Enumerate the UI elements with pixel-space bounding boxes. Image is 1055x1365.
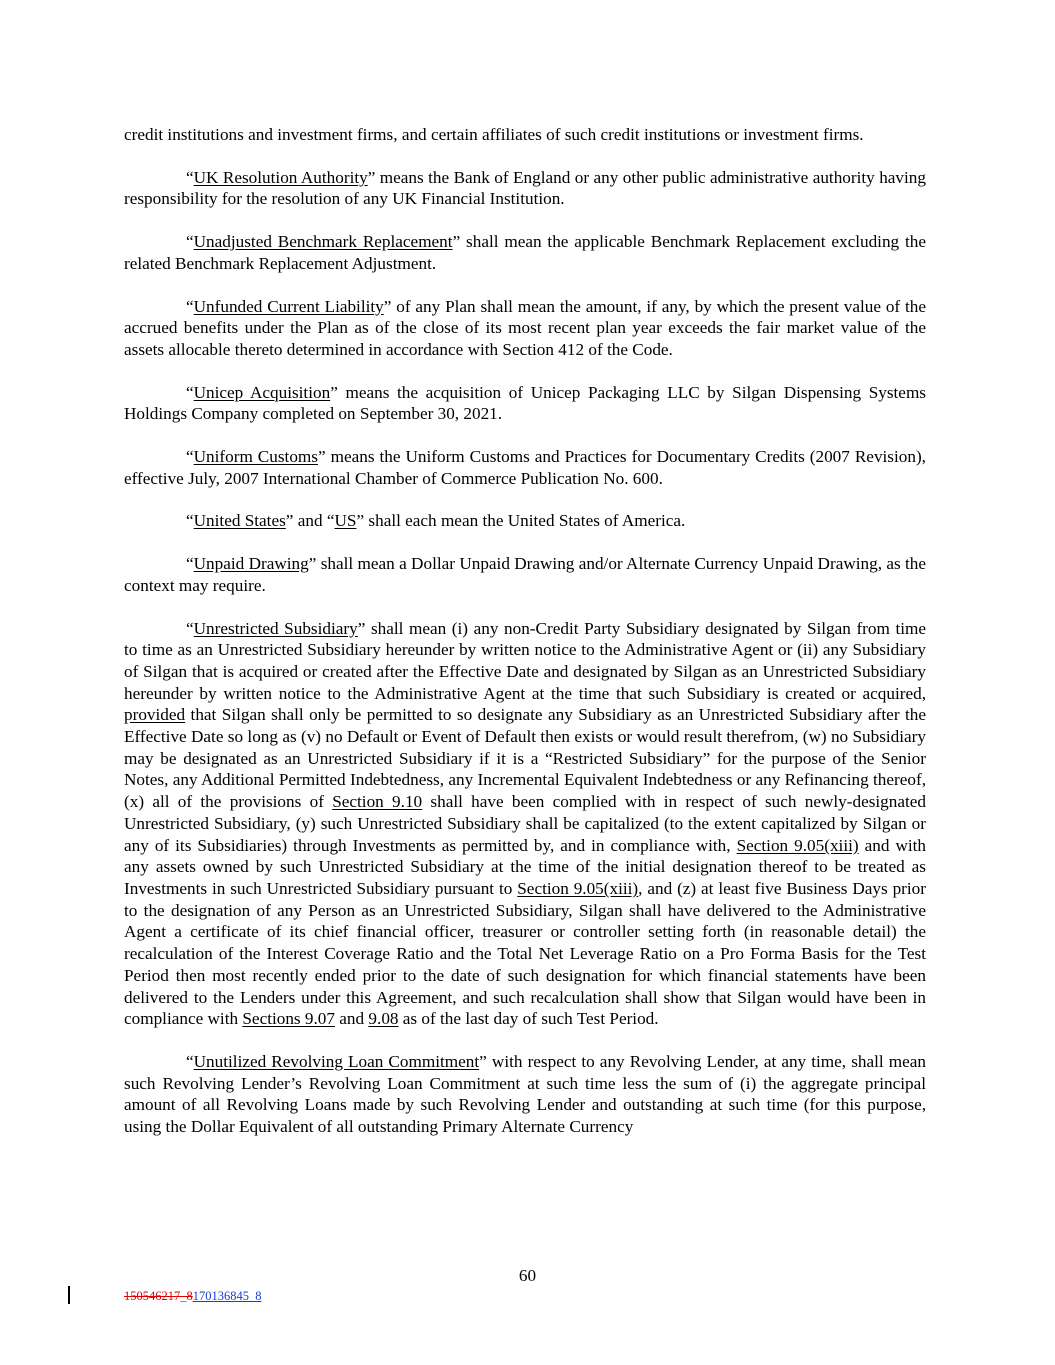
defined-term: United States <box>193 511 286 531</box>
document-body <box>124 124 926 1159</box>
defined-term: Unadjusted Benchmark Replacement <box>193 232 453 252</box>
defined-term: UK Resolution Authority <box>193 167 368 187</box>
defined-term: Unpaid Drawing <box>193 554 309 574</box>
defined-term: Uniform Customs <box>193 447 318 467</box>
inserted-document-id: 170136845_8 <box>192 1289 262 1303</box>
defined-term: Unrestricted Subsidiary <box>193 618 358 638</box>
section-reference: Sections 9.07 <box>242 1009 335 1029</box>
defined-term: US <box>334 511 357 531</box>
definition-unicep-acquisition: “Unicep Acquisition” means the acquisition of Unicep Packaging LLC by Silgan Dispensing Systems Holdings Company completed on September 30, 2021. <box>124 382 926 424</box>
defined-term: Unfunded Current Liability <box>193 296 384 316</box>
page-number: 60 <box>518 1266 537 1285</box>
definition-unpaid-drawing: “Unpaid Drawing” shall mean a Dollar Unpaid Drawing and/or Alternate Currency Unpaid Drawing, as the context may require. <box>124 554 926 595</box>
section-reference: 9.08 <box>368 1009 399 1029</box>
definition-uk-resolution-authority: “UK Resolution Authority” means the Bank of England or any other public administrative authority having responsibility for the resolution of any UK Financial Institution. <box>124 167 926 209</box>
document-id <box>124 1289 262 1304</box>
section-reference: Section 9.05(xiii) <box>736 835 859 855</box>
paragraph-continuation: credit institutions and investment firms, and certain affiliates of such credit institutions or investment firms. <box>124 125 864 144</box>
deleted-document-id: 150546217_8 <box>124 1289 193 1303</box>
definition-united-states: “United States” and “US” shall each mean the United States of America. <box>186 511 686 531</box>
definition-unadjusted-benchmark-replacement: “Unadjusted Benchmark Replacement” shall mean the applicable Benchmark Replacement excluding the related Benchmark Replacement Adjustment. <box>124 232 926 273</box>
defined-term: Unutilized Revolving Loan Commitment <box>193 1051 480 1071</box>
definition-unutilized-revolving-loan-commitment: “Unutilized Revolving Loan Commitment” with respect to any Revolving Lender, at any time, shall mean such Revolving Lender’s Revolving Loan Commitment at such time less the sum of (i) the aggregate principal amount of all Revolving Loans made by such Revolving Lender and outstanding at such time (for this purpose, using the Dollar Equivalent of all outstanding Primary Alternate Currency <box>124 1051 926 1137</box>
proviso-term: provided <box>124 705 186 725</box>
defined-term: Unicep Acquisition <box>193 382 331 402</box>
section-reference: Section 9.10 <box>332 792 423 812</box>
definition-uniform-customs: “Uniform Customs” means the Uniform Customs and Practices for Documentary Credits (2007 Revision), effective July, 2007 International Chamber of Commerce Publication No. 600. <box>124 447 926 488</box>
section-reference: Section 9.05(xiii) <box>517 878 639 898</box>
definition-unfunded-current-liability: “Unfunded Current Liability” of any Plan shall mean the amount, if any, by which the present value of the accrued benefits under the Plan as of the close of its most recent plan year exceeds the fair market value of the assets allocable thereto determined in accordance with Section 412 of the Code. <box>124 296 926 359</box>
definition-unrestricted-subsidiary: “Unrestricted Subsidiary” shall mean (i) any non-Credit Party Subsidiary designated by Silgan from time to time as an Unrestricted Subsidiary hereunder by written notice to the Administrative Agent or (ii) any Subsidiary of Silgan that is acquired or created after the Effective Date and designated by Silgan as an Unrestricted Subsidiary hereunder by written notice to the Administrative Agent at the time that such Subsidiary is created or acquired, provided that Silgan shall only be permitted to so designate any Subsidiary as an Unrestricted Subsidiary after the Effective Date so long as (v) no Default or Event of Default then exists or would result therefrom, (w) no Subsidiary may be designated as an Unrestricted Subsidiary if it is a “Restricted Subsidiary” for the purpose of the Senior Notes, any Additional Permitted Indebtedness, any Incremental Equivalent Indebtedness or any Refinancing thereof, (x) all of the provisions of Section 9.10 shall have been complied with in respect of such newly-designated Unrestricted Subsidiary, (y) such Unrestricted Subsidiary shall be capitalized (to the extent capitalized by Silgan or any of its Subsidiaries) through Investments as permitted by, and in compliance with, Section 9.05(xiii) and with any assets owned by such Unrestricted Subsidiary at the time of the initial designation thereof to be treated as Investments in such Unrestricted Subsidiary pursuant to Section 9.05(xiii), and (z) at least five Business Days prior to the designation of any Person as an Unrestricted Subsidiary, Silgan shall have delivered to the Administrative Agent a certificate of its chief financial officer, treasurer or controller setting forth (in reasonable detail) the recalculation of the Interest Coverage Ratio and the Total Net Leverage Ratio on a Pro Forma Basis for the Test Period then most recently ended prior to the date of such designation for which financial statements have been delivered to the Lenders under this Agreement, and such recalculation shall show that Silgan would have been in compliance with Sections 9.07 and 9.08 as of the last day of such Test Period. <box>124 618 927 1029</box>
change-bar <box>68 1286 70 1304</box>
